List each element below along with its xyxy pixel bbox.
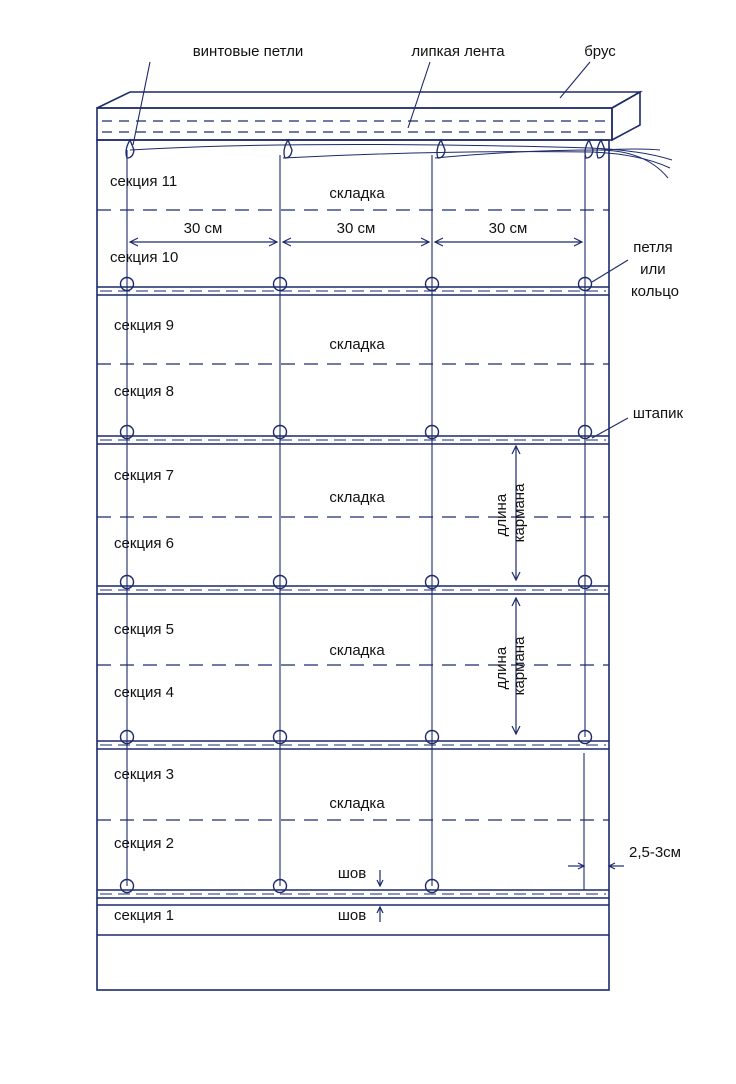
offset-label: 2,5-3см [628,844,682,861]
bar-end-face [612,92,640,140]
loop-or-ring-label: петля или кольцо [630,239,680,300]
spacing-label: 30 см [336,220,376,237]
section-label: секция 2 [114,835,175,852]
blind-outline [97,140,609,990]
section-label: секция 1 [114,907,175,924]
section-label: секция 5 [114,621,175,638]
batten-label: штапик [632,405,684,422]
section-label: секция 8 [114,383,175,400]
batten-pocket [97,436,609,444]
bar-top-face [97,92,640,108]
section-label: секция 6 [114,535,175,552]
screw-loop-icon [437,140,445,158]
batten-pocket [97,586,609,594]
offset-arrows [568,863,624,869]
seam-label: шов [337,865,367,882]
bar-front-face [97,108,612,140]
section-label: секция 9 [114,317,175,334]
spacing-label: 30 см [183,220,223,237]
seam-label: шов [337,907,367,924]
screw-loop-icon [585,140,593,158]
batten-pocket [97,287,609,295]
fold-label: складка [329,336,385,353]
section-label: секция 3 [114,766,175,783]
section-label: секция 10 [110,249,179,266]
batten-pocket [97,890,609,898]
spacing-label: 30 см [488,220,528,237]
section-label: секция 11 [110,173,178,190]
pocket-length-label: длина кармана [493,483,528,543]
batten-pocket [97,741,609,749]
section-label: секция 4 [114,684,175,701]
velcro-label: липкая лента [411,43,505,60]
section-label: секция 7 [114,467,175,484]
spacing-arrows [130,238,582,246]
screw-loops-label: винтовые петли [192,43,304,60]
screw-loop-icon [284,140,292,158]
bar-label: брус [584,43,616,60]
pocket-length-label: длина кармана [493,636,528,696]
fold-label: складка [329,795,385,812]
fold-label: складка [329,642,385,659]
fold-label: складка [329,185,385,202]
seam-arrows [377,870,383,922]
fold-label: складка [329,489,385,506]
